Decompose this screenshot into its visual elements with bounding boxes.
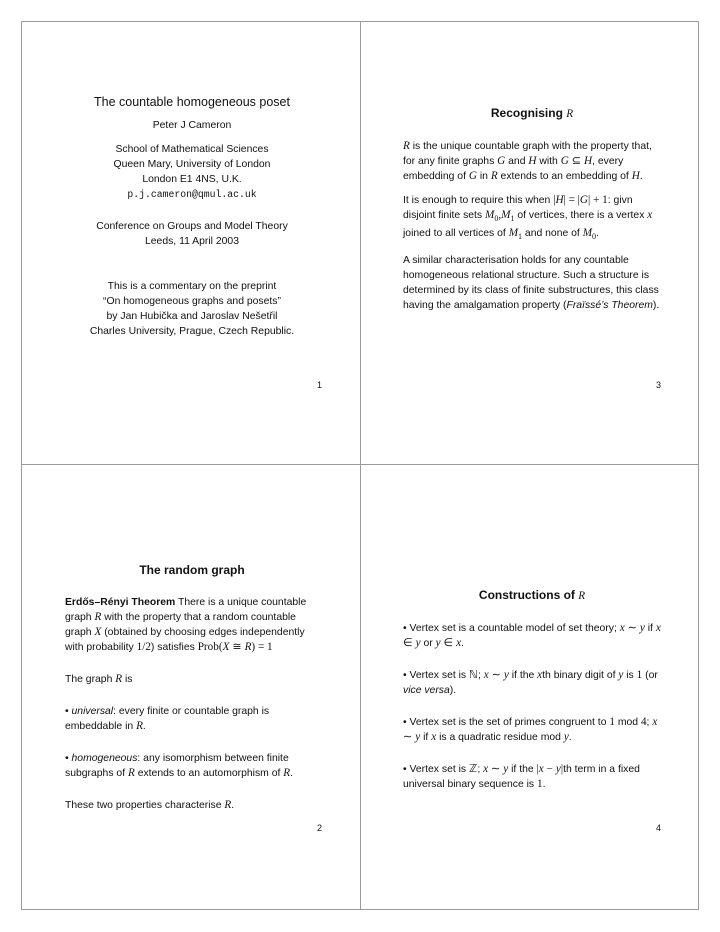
slide-1 bbox=[22, 22, 360, 464]
list-item: • universal: every finite or countable graph is embeddable in R. bbox=[65, 706, 270, 732]
commentary-line: “On homogeneous graphs and posets” bbox=[103, 296, 281, 307]
paragraph: A similar characterisation holds for any countable homogeneous relational structure. Such a structure is determined by its class of finite substructures, this class having the amalgamation property (Fraïssé’s Theorem). bbox=[403, 255, 660, 312]
list-item: • Vertex set is ℕ; x ∼ y if the xth binary digit of y is 1 (or vice versa). bbox=[403, 669, 658, 696]
list-item: • homogeneous: any isomorphism between finite subgraphs of R extends to an automorphism of R. bbox=[65, 753, 293, 779]
page-number: 3 bbox=[655, 380, 661, 390]
slide-2 bbox=[22, 465, 360, 907]
commentary-line: Charles University, Prague, Czech Republic. bbox=[89, 326, 295, 337]
commentary-line: This is a commentary on the preprint bbox=[107, 281, 277, 292]
slide-1-title: The countable homogeneous poset bbox=[94, 95, 290, 109]
page-number: 4 bbox=[655, 823, 661, 833]
email: p.j.cameron@qmul.ac.uk bbox=[127, 189, 257, 200]
paragraph: It is enough to require this when |H| = |G| + 1: givn disjoint finite sets $M_0,M_1$ of vertices, there is a vertex x joined to all vertices of $M_1$ and none of $M_0$. bbox=[403, 194, 653, 242]
slide-4-title: Constructions of R bbox=[478, 588, 586, 602]
paragraph: These two properties characterise R. bbox=[65, 799, 235, 811]
conference-line: Leeds, 11 April 2003 bbox=[145, 236, 239, 247]
slide-3 bbox=[361, 22, 699, 464]
list-item: • Vertex set is a countable model of set theory; x ∼ y if x ∈ y or y ∈ x. bbox=[403, 622, 661, 649]
slide-3-title: Recognising R bbox=[490, 106, 574, 120]
affiliation-line: London E1 4NS, U.K. bbox=[142, 174, 242, 185]
page-number: 2 bbox=[316, 823, 322, 833]
commentary-line: by Jan Hubička and Jaroslav Nešetřil bbox=[106, 311, 278, 322]
list-item: • Vertex set is ℤ; x ∼ y if the |x − y|th term in a fixed universal binary sequence is 1. bbox=[403, 763, 640, 790]
slide-4 bbox=[361, 465, 699, 907]
affiliation-line: Queen Mary, University of London bbox=[113, 159, 271, 170]
theorem-name: Erdős–Rényi Theorem bbox=[65, 597, 176, 608]
paragraph: R is the unique countable graph with the property that, for any finite graphs G and H with G ⊆ H, every embedding of G in R extends to an embedding of H. bbox=[403, 140, 652, 182]
author: Peter J Cameron bbox=[152, 120, 232, 131]
affiliation-line: School of Mathematical Sciences bbox=[115, 144, 269, 155]
paragraph: Erdős–Rényi Theorem There is a unique countable graph R with the property that a random countable graph X (obtained by choosing edges independently with probability 1/2) satisfies Prob(X ≅ R) = 1 bbox=[65, 597, 307, 653]
page-number: 1 bbox=[316, 380, 322, 390]
conference-line: Conference on Groups and Model Theory bbox=[96, 221, 288, 232]
paragraph: The graph R is bbox=[65, 673, 133, 685]
slide-sheet bbox=[21, 21, 699, 910]
list-item: • Vertex set is the set of primes congruent to 1 mod 4; x ∼ y if x is a quadratic residue mod y. bbox=[403, 716, 658, 743]
slide-2-title: The random graph bbox=[139, 563, 245, 577]
